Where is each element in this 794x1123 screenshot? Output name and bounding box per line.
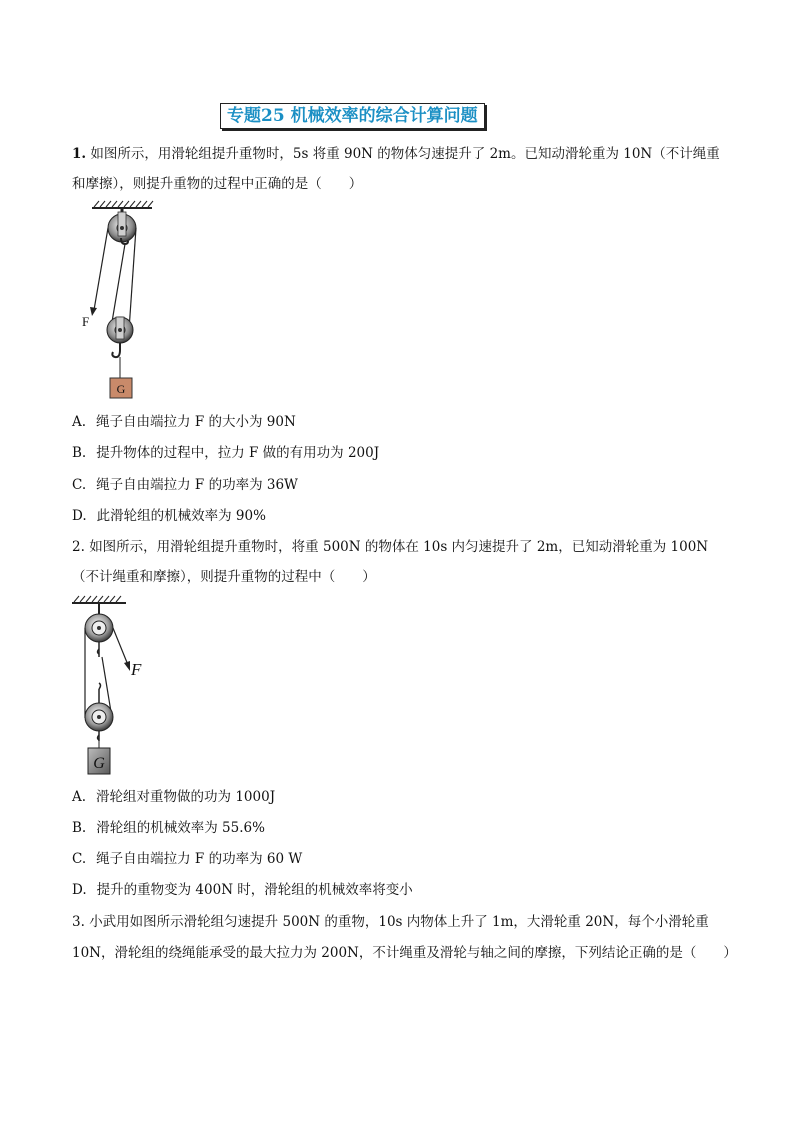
ceiling bbox=[72, 596, 126, 603]
q1-option-b[interactable] bbox=[72, 444, 379, 462]
question-3-text-1: 小武用如图所示滑轮组匀速提升 500N 的重物，10s 内物体上升了 1m，大滑轮重 20N，每个小滑轮重 bbox=[89, 914, 709, 930]
page-title: 专题25 机械效率的综合计算问题 bbox=[220, 103, 485, 129]
weight-block-2 bbox=[88, 748, 110, 774]
option-text: 提升的重物变为 400N 时，滑轮组的机械效率将变小 bbox=[96, 882, 413, 898]
option-letter: A. bbox=[72, 414, 87, 430]
weight-label-1: G bbox=[116, 382, 126, 396]
option-text: 滑轮组对重物做的功为 1000J bbox=[96, 789, 276, 805]
question-2-line-1 bbox=[72, 538, 708, 556]
q1-option-c[interactable] bbox=[72, 476, 298, 494]
fixed-pulley bbox=[85, 614, 113, 642]
option-letter: B. bbox=[72, 820, 87, 836]
option-text: 此滑轮组的机械效率为 90% bbox=[96, 508, 266, 524]
question-1-line-2: 和摩擦），则提升重物的过程中正确的是（ ） bbox=[72, 176, 363, 192]
question-2-text-1: 如图所示，用滑轮组提升重物时，将重 500N 的物体在 10s 内匀速提升了 2m，已知动滑轮重为 100N bbox=[89, 539, 709, 555]
question-1-number: 1. bbox=[72, 146, 87, 162]
question-3-number: 3. bbox=[72, 914, 85, 930]
option-text: 提升物体的过程中，拉力 F 做的有用功为 200J bbox=[96, 445, 380, 461]
question-3-line-2: 10N，滑轮组的绕绳能承受的最大拉力为 200N，不计绳重及滑轮与轴之间的摩擦，下列结论正确的是（ ） bbox=[72, 945, 737, 961]
q2-option-b[interactable] bbox=[72, 819, 265, 837]
pulley-figure-2 bbox=[72, 593, 162, 778]
question-2-line-2: （不计绳重和摩擦），则提升重物的过程中（ ） bbox=[72, 569, 376, 585]
movable-pulley bbox=[85, 703, 113, 731]
force-label-1: F bbox=[82, 314, 90, 329]
option-text: 绳子自由端拉力 F 的功率为 36W bbox=[96, 477, 298, 493]
movable-pulley bbox=[107, 317, 133, 343]
option-letter: D. bbox=[72, 508, 87, 524]
option-text: 绳子自由端拉力 F 的大小为 90N bbox=[96, 414, 296, 430]
option-letter: D. bbox=[72, 882, 87, 898]
force-label-2: F bbox=[131, 660, 142, 679]
question-2-number: 2. bbox=[72, 539, 85, 555]
option-text: 滑轮组的机械效率为 55.6% bbox=[96, 820, 265, 836]
question-3-line-1 bbox=[72, 913, 709, 931]
pulley-figure-1 bbox=[72, 198, 172, 403]
option-letter: C. bbox=[72, 851, 87, 867]
option-text: 绳子自由端拉力 F 的功率为 60 W bbox=[96, 851, 303, 867]
ceiling bbox=[92, 201, 153, 208]
q2-option-c[interactable] bbox=[72, 850, 302, 868]
q1-option-d[interactable] bbox=[72, 507, 266, 525]
q2-option-a[interactable] bbox=[72, 788, 275, 806]
weight-label-2: G bbox=[93, 755, 105, 772]
option-letter: B. bbox=[72, 445, 87, 461]
option-letter: A. bbox=[72, 789, 87, 805]
fixed-pulley bbox=[108, 212, 136, 242]
option-letter: C. bbox=[72, 477, 87, 493]
question-1-text-1: 如图所示，用滑轮组提升重物时，5s 将重 90N 的物体匀速提升了 2m。已知动滑轮重为 10N（不计绳重 bbox=[90, 146, 720, 162]
q2-option-d[interactable] bbox=[72, 881, 413, 899]
weight-block-1 bbox=[110, 378, 132, 398]
q1-option-a[interactable] bbox=[72, 413, 296, 431]
question-1-line-1 bbox=[72, 145, 720, 163]
